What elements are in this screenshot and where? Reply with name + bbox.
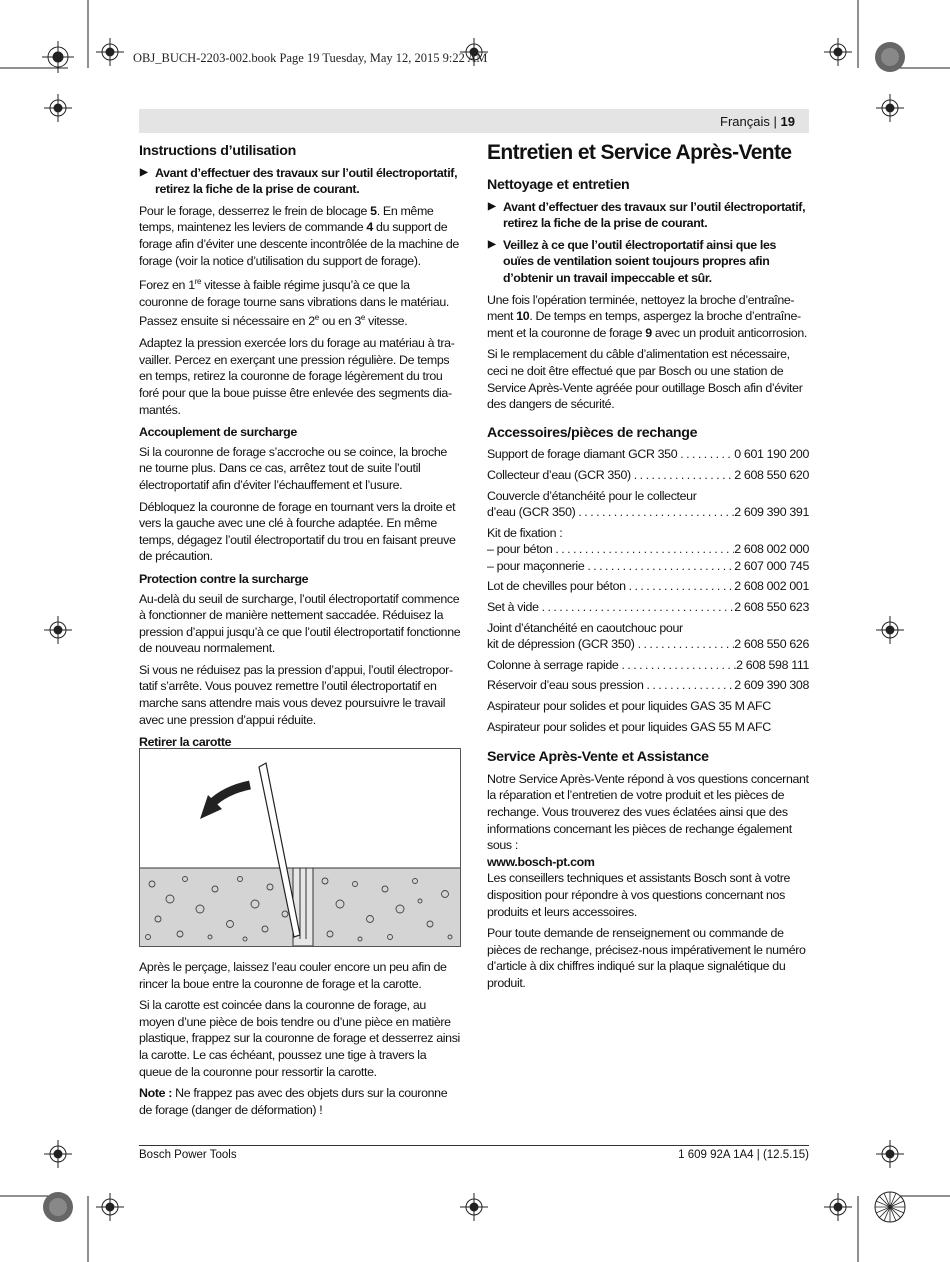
- accessory-row: Support de forage diamant GCR 350 . . . 0 601 190 200: [487, 446, 809, 463]
- left-column-after-figure: [139, 959, 461, 1123]
- paragraph: Une fois l’opération terminée, nettoyez la broche d’entraînement 10. De temps en temps, aspergez la broche d’entraînement et la couronne de forage 9 avec un produit anticorrosion.: [487, 292, 807, 340]
- triangle-bullet-icon: ▶: [488, 200, 496, 212]
- paragraph: Pour le forage, desserrez le frein de blocage 5. En même temps, maintenez les leviers de commande 4 du support de forage afin d’éviter une descente incontrôlée de la machine de forage (voir la notice d’utilisation du support de forage).: [139, 203, 459, 268]
- warning-bullet: ▶ Avant d’effectuer des travaux sur l’outil électroportatif, retirez la fiche de la prise de courant.: [488, 199, 806, 231]
- accessory-row: Set à vide . . . 2 608 550 623: [487, 599, 809, 616]
- accessory-row: Lot de chevilles pour béton . . . 2 608 002 001: [487, 578, 809, 595]
- triangle-bullet-icon: ▶: [488, 238, 496, 250]
- color-disc-top-right: [875, 42, 905, 72]
- paragraph: Si la carotte est coincée dans la couronne de forage, au moyen d’une pièce de bois tendre ou d’une pièce en matière plastique, frappez sur la couronne de forage et desserrez ainsi la carotte. Le cas échéant, poussez une tige à travers la queue de la couronne pour ressortir la carotte.: [139, 998, 460, 1079]
- paragraph: Adaptez la pression exercée lors du forage au matériau à travailler. Percez en exerçant une pression régulière. De temps en temps, retirez la couronne de forage légèrement du trou foré pour que la boue puisse être enlevée des segments diamantés.: [139, 336, 455, 417]
- warning-bullet: ▶ Avant d’effectuer des travaux sur l’outil électroportatif, retirez la fiche de la prise de courant.: [140, 165, 458, 197]
- paragraph: Pour toute demande de renseignement ou commande de pièces de rechange, précisez-nous impérativement le numéro d’article à dix chiffres indiqué sur la plaque signalétique du produit.: [487, 926, 806, 990]
- page-number: 19: [780, 114, 795, 129]
- accessory-row: kit de dépression (GCR 350) . . . 2 608 550 626: [487, 636, 809, 653]
- paragraph: Si la couronne de forage s’accroche ou se coince, la broche ne tourne plus. Dans ce cas, arrêtez tout de suite l’outil électroportatif afin d’éviter l’échauffement et l’usure.: [139, 444, 447, 492]
- subheading-retirer: Retirer la carotte: [139, 735, 232, 750]
- page-header-bar: [139, 109, 809, 133]
- chapter-title: Entretien et Service Après-Vente: [487, 141, 792, 164]
- warning-bullet: ▶ Veillez à ce que l’outil électroportatif ainsi que les ouïes de ventilation soient toujours propres afin d’obtenir un travail impeccable et sûr.: [488, 237, 777, 285]
- color-disc-bottom-left: [43, 1192, 73, 1222]
- footer-rule: [139, 1145, 809, 1146]
- subheading-service: Service Après-Vente et Assistance: [487, 749, 709, 766]
- core-removal-illustration: [139, 748, 461, 947]
- accessory-row: d’eau (GCR 350) . . . 2 609 390 391: [487, 504, 809, 521]
- section-title-instructions: Instructions d’utilisation: [139, 143, 296, 159]
- paragraph: Si le remplacement du câble d’alimentation est nécessaire, ceci ne doit être effectué que par Bosch ou une station de Service Après-Vente agréée pour outillage Bosch afin d’éviter des dangers de sécurité.: [487, 347, 803, 412]
- starburst-disc-bottom-right: [875, 1192, 905, 1222]
- paragraph: Si vous ne réduisez pas la pression d’appui, l’outil électroportatif s’arrête. Vous pouvez remettre l’outil électroportatif en marche sans attendre mais vous devez poursuivre le travail avec une pression d’appui réduite.: [139, 662, 454, 727]
- paragraph: Après le perçage, laissez l’eau couler encore un peu afin de rincer la boue entre la couronne de forage et la carotte.: [139, 960, 447, 991]
- left-column: [139, 143, 461, 754]
- paragraph: Forez en 1re vitesse à faible régime jusqu’à ce que la couronne de forage tourne sans vibrations dans le matériau. Passez ensuite si nécessaire en 2e ou en 3e vitesse.: [139, 277, 449, 329]
- accessory-row-line1: Kit de fixation :: [487, 525, 563, 540]
- paragraph: Les conseillers techniques et assistants Bosch sont à votre disposition pour répondre à vos questions concernant nos produits et leurs accessoires.: [487, 871, 791, 919]
- footer-doc-number: 1 609 92A 1A4 | (12.5.15): [678, 1149, 809, 1161]
- subheading-accessoires: Accessoires/pièces de rechange: [487, 424, 698, 441]
- accessory-row: Collecteur d’eau (GCR 350) . . . 2 608 550 620: [487, 467, 809, 484]
- footer-brand: Bosch Power Tools: [139, 1149, 237, 1161]
- accessory-row: Colonne à serrage rapide . . . 2 608 598 111: [487, 657, 809, 674]
- accessory-row: – pour béton . . . 2 608 002 000: [487, 541, 809, 558]
- triangle-bullet-icon: ▶: [140, 166, 148, 178]
- accessory-row-line1: Joint d’étanchéité en caoutchouc pour: [487, 620, 683, 635]
- accessory-line: Aspirateur pour solides et pour liquides GAS 35 M AFC: [487, 699, 771, 714]
- print-slug: OBJ_BUCH-2203-002.book Page 19 Tuesday, May 12, 2015 9:22 AM: [133, 51, 488, 65]
- accessory-row: – pour maçonnerie . . . 2 607 000 745: [487, 558, 809, 575]
- subheading-protection: Protection contre la surcharge: [139, 571, 309, 586]
- right-column: [487, 141, 809, 997]
- accessory-row: Réservoir d’eau sous pression . . . 2 609 390 308: [487, 677, 809, 694]
- accessory-line: Aspirateur pour solides et pour liquides GAS 55 M AFC: [487, 719, 771, 734]
- accessory-row-line1: Couvercle d’étanchéité pour le collecteur: [487, 488, 697, 503]
- paragraph: Débloquez la couronne de forage en tournant vers la droite et vers la gauche avec une clé à fourche adaptée. En même temps, dégagez l’outil électroportatif du trou en faisant preuve de précaution.: [139, 499, 456, 564]
- paragraph: Au-delà du seuil de surcharge, l’outil électroportatif commence à fonctionner de manière nettement saccadée. Réduisez la pression d’appui jusqu’à ce que l’outil électroportatif fonctionne de nouveau normalement.: [139, 591, 461, 656]
- subheading-nettoyage: Nettoyage et entretien: [487, 177, 630, 193]
- paragraph: Notre Service Après-Vente répond à vos questions concernant la réparation et l’entretien de votre produit et les pièces de rechange. Vous trouverez des vues éclatées ainsi que des informations concernant les pièces de rechange également sous :: [487, 771, 809, 853]
- subheading-couplage: Accouplement de surcharge: [139, 425, 297, 440]
- bosch-url-link[interactable]: www.bosch-pt.com: [487, 854, 595, 869]
- note-paragraph: Note : Ne frappez pas avec des objets durs sur la couronne de forage (danger de déformation) !: [139, 1086, 448, 1117]
- header-separator: |: [773, 114, 777, 129]
- header-language: Français: [720, 114, 770, 129]
